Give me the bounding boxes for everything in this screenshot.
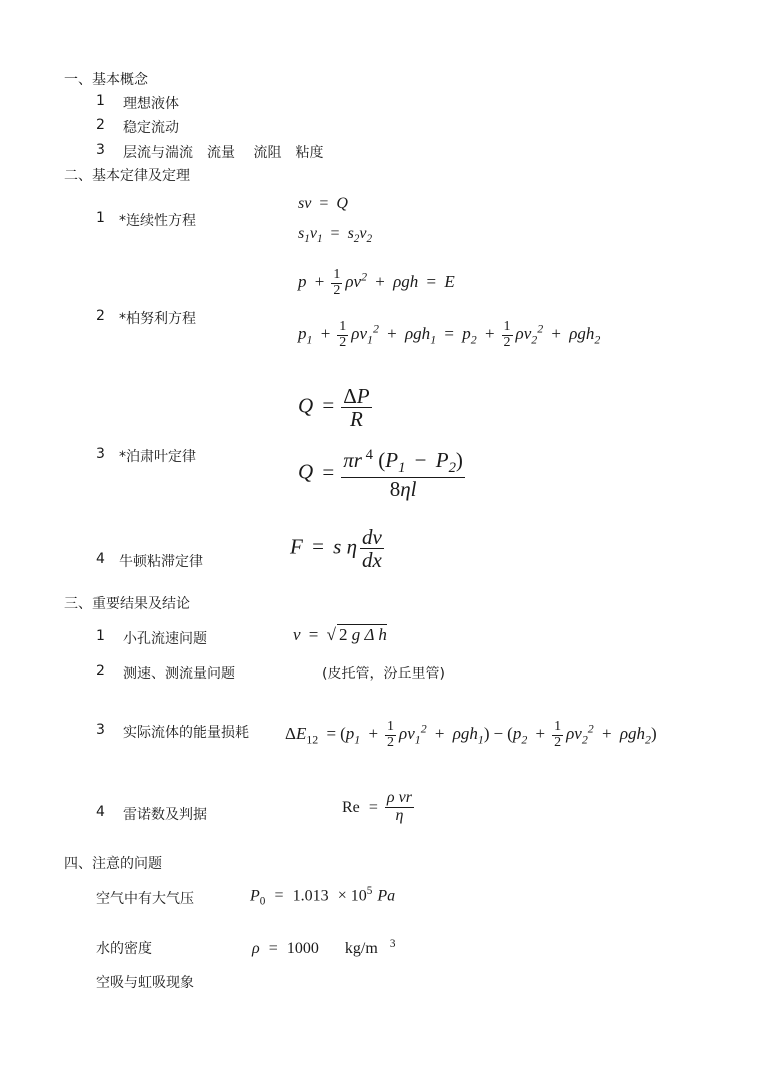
list-item-label: 空气中有大气压 <box>96 891 194 907</box>
list-item-note: (皮托管，汾丘里管) <box>322 666 445 682</box>
section-heading-3: 三、重要结果及结论 <box>64 596 190 612</box>
list-item-number: 3 <box>96 446 105 462</box>
list-item-label: 空吸与虹吸现象 <box>96 975 194 991</box>
atm-unit: Pa <box>377 887 396 905</box>
list-item-label: 小孔流速问题 <box>123 631 207 647</box>
poiseuille-equation-1: Q = $\frac{\Delta P}{R}$ <box>298 384 370 432</box>
water-density-value: 1000 <box>286 940 319 957</box>
reynolds-number-equation: Re = $\frac{\text{ρ vr}}{\eta}$ <box>342 789 412 824</box>
list-item-label: 稳定流动 <box>123 120 179 136</box>
list-item-number: 2 <box>96 663 105 679</box>
continuity-equation-1: sv = Q <box>298 195 348 212</box>
continuity-equation-2: $s_1v_1 = s_2v_2$ <box>298 225 373 246</box>
atmospheric-pressure-equation: $P_0 = 1.013 \times 10^5$ Pa <box>250 885 396 908</box>
list-item-label: 实际流体的能量损耗 <box>123 725 249 741</box>
list-item-label: 牛顿粘滞定律 <box>119 554 203 570</box>
list-item-number: 1 <box>96 628 105 644</box>
list-item-number: 1 <box>96 93 105 109</box>
bernoulli-equation-2: $p_1$ + $\frac{1}{2}$ $\rho v_1^2 + \rho gh_1 = p_2$ + $\frac{1}{2}$ $\rho v_2^2 + \rho gh_2$ <box>298 319 601 350</box>
list-item-label: 水的密度 <box>96 941 152 957</box>
energy-loss-equation: $\Delta E_{12} = (p_1$ + $\frac{1}{2}$ $\rho v_1^2 + \rho gh_1) - (p_2$ + $\frac{1}{2}$ $\rho v_2^2 + \rho gh_2$) <box>285 719 657 750</box>
section-heading-4: 四、注意的问题 <box>64 856 162 872</box>
list-item-label: *连续性方程 <box>119 213 196 229</box>
poiseuille-equation-2: Q = $\frac{\pi r ^4 (P_1 - P_2)}{8\eta l}$ <box>298 447 463 501</box>
orifice-velocity-equation: v = √ 2 g Δ h <box>293 625 387 644</box>
newton-viscosity-equation: F = s η $\frac{dv}{dx}$ <box>290 525 382 573</box>
list-item-label: *柏努利方程 <box>119 311 196 327</box>
list-item-number: 1 <box>96 210 105 226</box>
atm-value: 1.013 <box>292 887 329 905</box>
list-item-label: *泊肃叶定律 <box>119 449 196 465</box>
list-item-number: 2 <box>96 308 105 324</box>
bernoulli-equation-1: p + $\frac{1}{2}$ $\rho v^2 + \rho gh = E$ <box>298 267 455 298</box>
water-density-unit: kg/m <box>344 940 378 957</box>
list-item-number: 2 <box>96 117 105 133</box>
list-item-number: 3 <box>96 722 105 738</box>
list-item-label: 测速、测流量问题 <box>123 666 235 682</box>
list-item-number: 4 <box>96 551 105 567</box>
atm-exponent: 5 <box>366 885 373 897</box>
list-item-label: 雷诺数及判据 <box>123 807 207 823</box>
list-item-number: 4 <box>96 804 105 820</box>
list-item-label: 层流与湍流 流量 流阻 粘度 <box>123 145 324 161</box>
water-density-equation: ρ = 1000 kg/m $^3$ <box>252 937 396 957</box>
section-heading-1: 一、基本概念 <box>64 72 148 88</box>
list-item-label: 理想液体 <box>123 96 179 112</box>
section-heading-2: 二、基本定律及定理 <box>64 168 190 184</box>
water-density-exponent: 3 <box>389 937 396 950</box>
list-item-number: 3 <box>96 142 105 158</box>
